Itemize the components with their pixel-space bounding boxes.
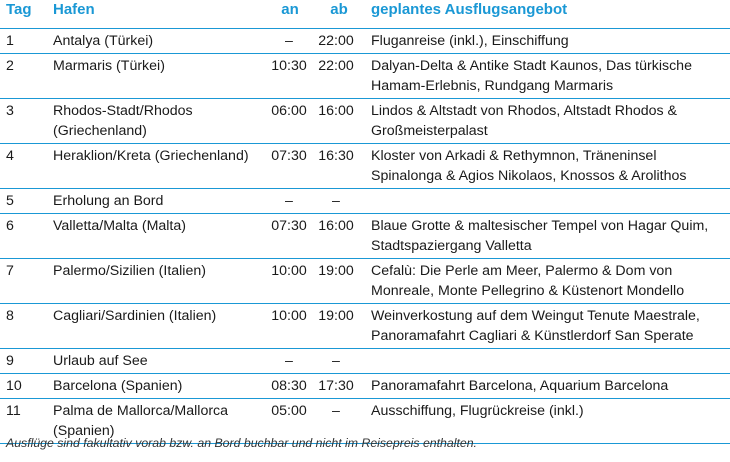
cell-ab: 22:00	[313, 29, 365, 54]
cell-an: 08:30	[267, 374, 313, 399]
header-ab: ab	[313, 0, 365, 29]
cell-an: 07:30	[267, 144, 313, 189]
header-an: an	[267, 0, 313, 29]
cell-hafen: Heraklion/Kreta (Griechenland)	[47, 144, 267, 189]
cell-angebot: Dalyan-Delta & Antike Stadt Kaunos, Das türkische Hamam-Erlebnis, Rundgang Marmaris	[365, 54, 730, 99]
cell-hafen: Valletta/Malta (Malta)	[47, 214, 267, 259]
cell-angebot: Panoramafahrt Barcelona, Aquarium Barcelona	[365, 374, 730, 399]
cell-angebot: Blaue Grotte & maltesischer Tempel von Hagar Quim, Stadtspaziergang Valletta	[365, 214, 730, 259]
cell-ab: 22:00	[313, 54, 365, 99]
cell-an: –	[267, 29, 313, 54]
table-header	[0, 0, 730, 29]
table-row	[0, 189, 730, 214]
cell-tag: 1	[0, 29, 47, 54]
cell-tag: 8	[0, 304, 47, 349]
cell-tag: 7	[0, 259, 47, 304]
cell-angebot: Fluganreise (inkl.), Einschiffung	[365, 29, 730, 54]
cell-ab: –	[313, 189, 365, 214]
table-row	[0, 259, 730, 304]
cell-an: 07:30	[267, 214, 313, 259]
header-angebot: geplantes Ausflugsangebot	[365, 0, 730, 29]
cell-ab: 19:00	[313, 304, 365, 349]
cell-angebot: Cefalù: Die Perle am Meer, Palermo & Dom von Monreale, Monte Pellegrino & Küstenort Mondello	[365, 259, 730, 304]
header-row	[0, 0, 730, 29]
cell-hafen: Marmaris (Türkei)	[47, 54, 267, 99]
cell-an: 10:30	[267, 54, 313, 99]
cell-ab: 17:30	[313, 374, 365, 399]
table-row	[0, 99, 730, 144]
cell-ab: –	[313, 399, 365, 444]
cell-hafen: Barcelona (Spanien)	[47, 374, 267, 399]
table-row	[0, 54, 730, 99]
table-row	[0, 349, 730, 374]
cell-tag: 10	[0, 374, 47, 399]
cell-hafen: Palma de Mallorca/Mallorca (Spanien)	[47, 399, 267, 444]
cell-tag: 5	[0, 189, 47, 214]
cell-tag: 9	[0, 349, 47, 374]
footnote: Ausflüge sind fakultativ vorab bzw. an Bord buchbar und nicht im Reisepreis enthalten.	[6, 436, 477, 450]
table-body	[0, 29, 730, 444]
cell-hafen: Antalya (Türkei)	[47, 29, 267, 54]
cell-an: 05:00	[267, 399, 313, 444]
header-hafen: Hafen	[47, 0, 267, 29]
cell-hafen: Erholung an Bord	[47, 189, 267, 214]
cell-tag: 11	[0, 399, 47, 444]
cell-ab: 16:00	[313, 99, 365, 144]
cell-ab: 16:30	[313, 144, 365, 189]
cell-an: 06:00	[267, 99, 313, 144]
cell-angebot	[365, 349, 730, 374]
cell-hafen: Rhodos-Stadt/Rhodos (Griechenland)	[47, 99, 267, 144]
table-row	[0, 374, 730, 399]
cell-tag: 3	[0, 99, 47, 144]
cell-an: 10:00	[267, 304, 313, 349]
cell-angebot: Ausschiffung, Flugrückreise (inkl.)	[365, 399, 730, 444]
table-row	[0, 144, 730, 189]
cell-angebot: Weinverkostung auf dem Weingut Tenute Maestrale, Panoramafahrt Cagliari & Künstlerdorf San Sperate	[365, 304, 730, 349]
table-row	[0, 304, 730, 349]
cell-ab: 16:00	[313, 214, 365, 259]
cell-an: 10:00	[267, 259, 313, 304]
cell-angebot: Lindos & Altstadt von Rhodos, Altstadt Rhodos & Großmeisterpalast	[365, 99, 730, 144]
cell-angebot: Kloster von Arkadi & Rethymnon, Träneninsel Spinalonga & Agios Nikolaos, Knossos & Arolithos	[365, 144, 730, 189]
table-row	[0, 29, 730, 54]
cell-an: –	[267, 349, 313, 374]
table-row	[0, 214, 730, 259]
cell-ab: –	[313, 349, 365, 374]
cell-tag: 6	[0, 214, 47, 259]
cell-hafen: Urlaub auf See	[47, 349, 267, 374]
cell-ab: 19:00	[313, 259, 365, 304]
cell-tag: 2	[0, 54, 47, 99]
cell-tag: 4	[0, 144, 47, 189]
cell-hafen: Cagliari/Sardinien (Italien)	[47, 304, 267, 349]
header-tag: Tag	[0, 0, 47, 29]
cell-an: –	[267, 189, 313, 214]
cell-hafen: Palermo/Sizilien (Italien)	[47, 259, 267, 304]
cell-angebot	[365, 189, 730, 214]
